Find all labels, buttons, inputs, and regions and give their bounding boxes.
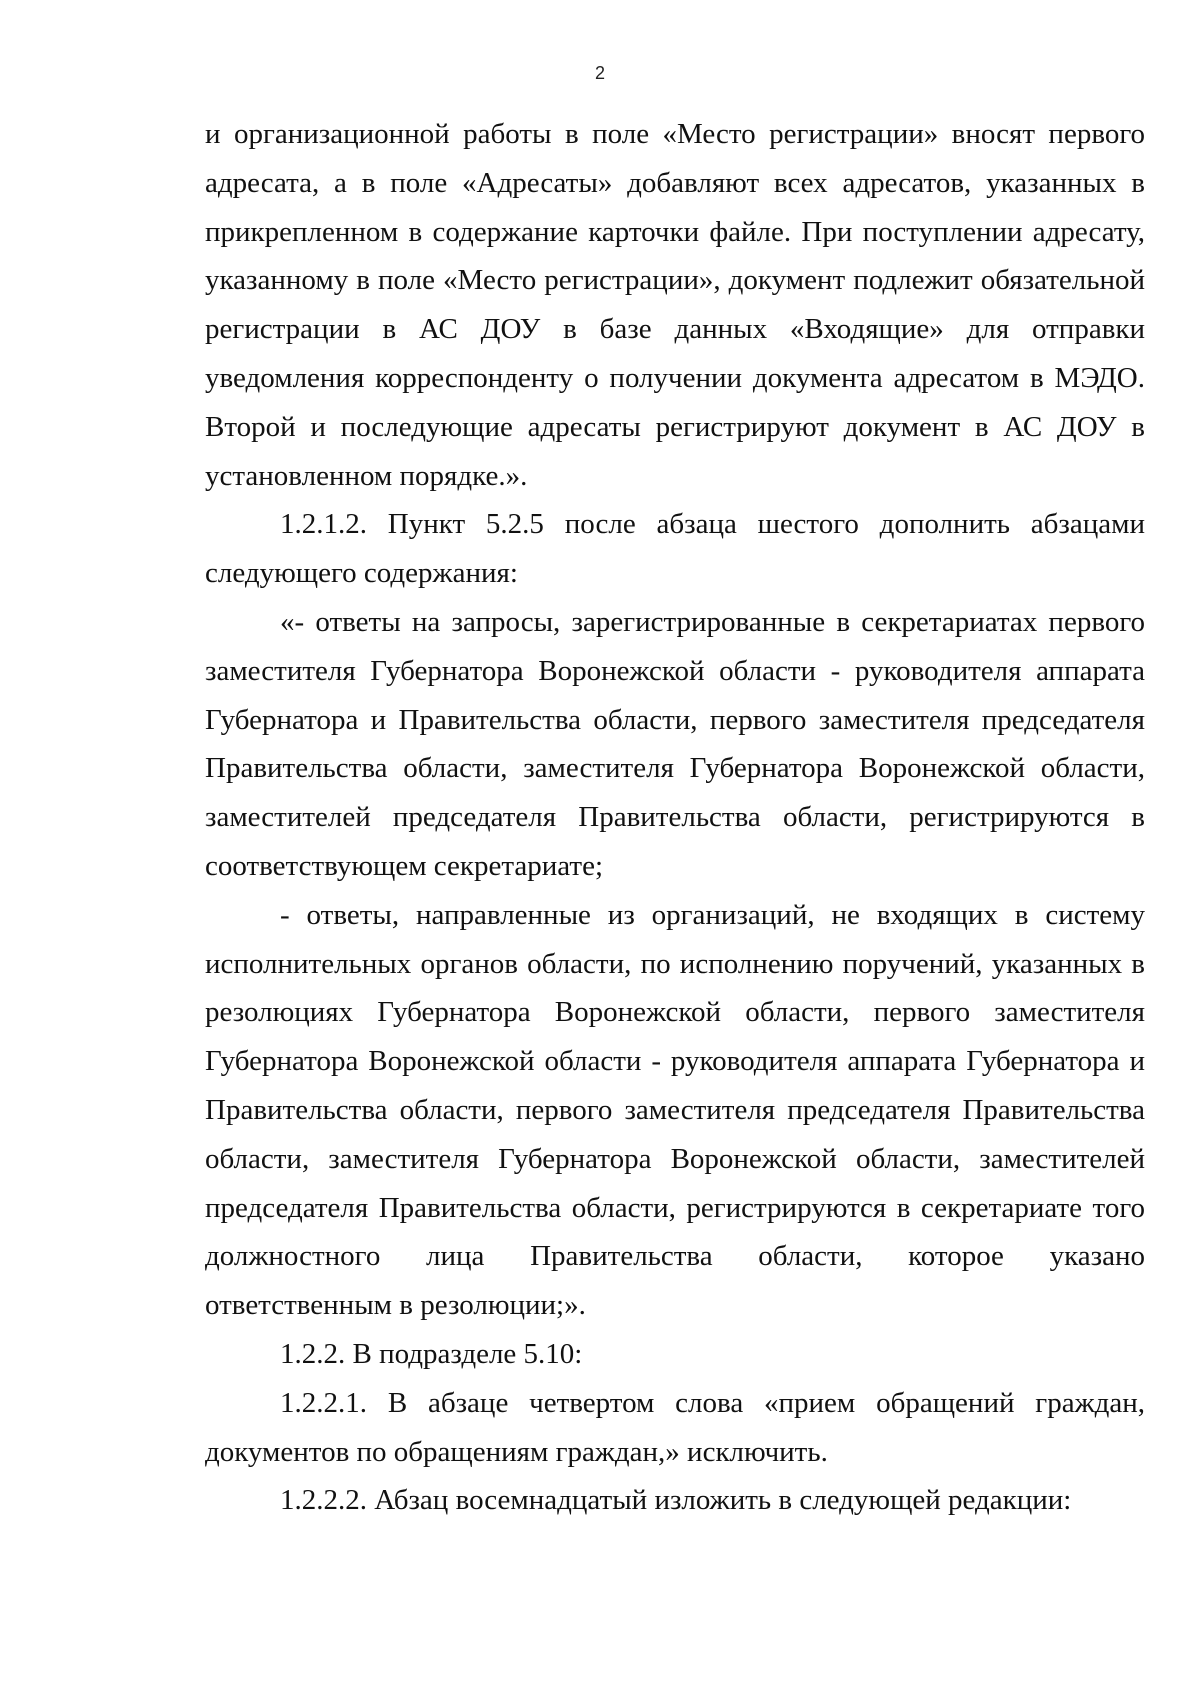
paragraph-clause-1-2-2: 1.2.2. В подразделе 5.10: <box>280 1337 583 1370</box>
paragraph-continuation: и организационной работы в поле «Место регистрации» вносят первого адресата, а в поле «Адресаты» добавляют всех адресатов, указанных в прикрепленном в содержание карточки файле. При поступлении адресату, указанному в поле «Место регистрации», документ подлежит обязательной регистрации в АС ДОУ в базе данных «Входящие» для отправки уведомления корреспонденту о получении документа адресатом в МЭДО. Второй и последующие адресаты регистрируют документ в АС ДОУ в установленном порядке.». <box>205 118 1145 492</box>
paragraph-clause-1-2-1-2: 1.2.1.2. Пункт 5.2.5 после абзаца шестого дополнить абзацами следующего содержания: <box>205 508 1145 590</box>
document-body <box>205 110 1145 1525</box>
paragraph-clause-1-2-2-2: 1.2.2.2. Абзац восемнадцатый изложить в следующей редакции: <box>280 1484 1072 1517</box>
paragraph-clause-1-2-2-1: 1.2.2.1. В абзаце четвертом слова «прием обращений граждан, документов по обращениям граждан,» исключить. <box>205 1386 1145 1468</box>
page-number: 2 <box>594 63 605 83</box>
paragraph-quoted-item-2: - ответы, направленные из организаций, не входящих в систему исполнительных органов области, по исполнению поручений, указанных в резолюциях Губернатора Воронежской области, первого заместителя Губернатора Воронежской области - руководителя аппарата Губернатора и Правительства области, первого заместителя председателя Правительства области, заместителя Губернатора Воронежской области, заместителей председателя Правительства области, регистрируются в секретариате того должностного лица Правительства области, которое указано ответственным в резолюции;». <box>205 898 1145 1322</box>
paragraph-quoted-item-1: «- ответы на запросы, зарегистрированные в секретариатах первого заместителя Губернатора Воронежской области - руководителя аппарата Губернатора и Правительства области, первого заместителя председателя Правительства области, заместителя Губернатора Воронежской области, заместителей председателя Правительства области, регистрируются в соответствующем секретариате; <box>205 605 1145 882</box>
